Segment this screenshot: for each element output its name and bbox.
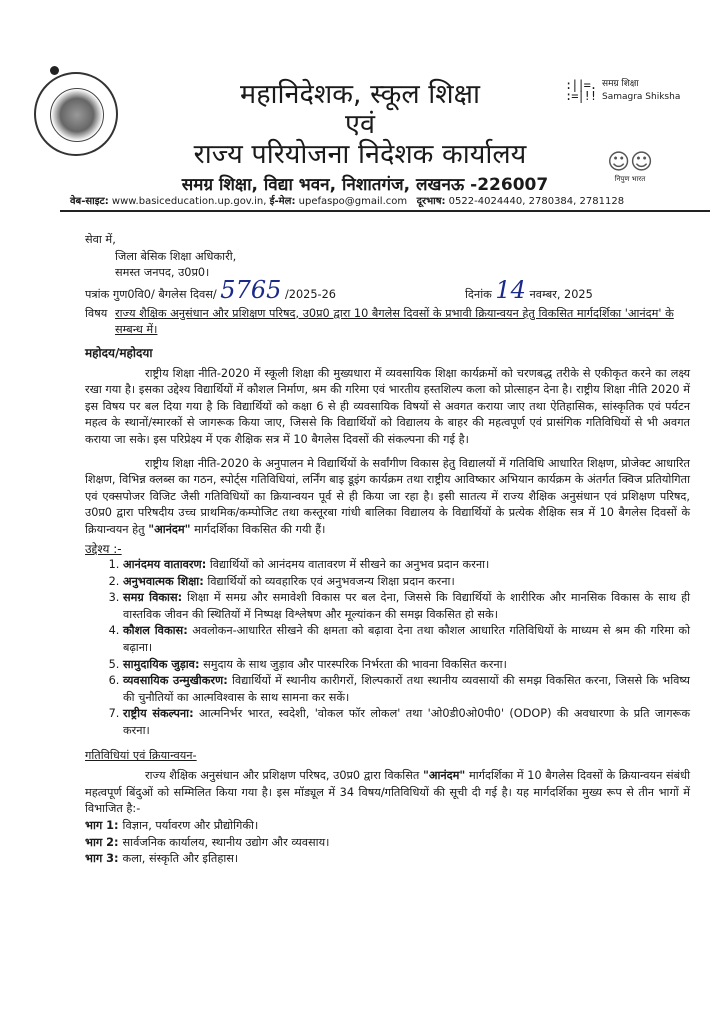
paragraph-1: राष्ट्रीय शिक्षा नीति-2020 में स्कूली शिक्षा की मुख्यधारा में व्यवसायिक शिक्षा कार्यक्रमों को चरणबद्ध तरीके से एकीकृत करने का लक्ष्य रखा गया है। इसका उद्देश्य विद्यार्थियों में कौशल निर्माण, श्रम की गरिमा एवं भारतीय हस्तशिल्प कला को प्रोत्साहन देना है। राष्ट्रीय शिक्षा नीति 2020 में इस विषय पर बल दिया गया है कि विद्यार्थियों को कक्षा 6 से ही व्यवसायिक विषयों से अवगत कराया जाए तथा ऐतिहासिक, सांस्कृतिक एवं पर्यटन महत्व के स्थानों/स्मारकों से जागरूक किया जाए, जिससे कि विद्यार्थियों को विद्यालय के बाहर की महत्वपूर्ण एवं प्रासंगिक गतिविधियों से भी अवगत कराया जा सके। इस परिप्रेक्ष्य में एक शैक्षिक सत्र में 10 बैगलेस दिवसों की संकल्पना की गई है।	[85, 366, 690, 446]
part-item	[85, 835, 690, 852]
objective-item	[123, 706, 690, 739]
salutation: महोदय/महोदया	[85, 345, 153, 360]
objective-title: समग्र विकास:	[123, 591, 183, 605]
up-government-seal-logo	[34, 72, 118, 156]
objective-item	[123, 657, 690, 674]
samagra-english: Samagra Shiksha	[602, 92, 681, 102]
objective-item	[123, 590, 690, 623]
contact-line	[70, 193, 710, 207]
recipient-line1: जिला बेसिक शिक्षा अधिकारी,	[115, 249, 237, 263]
office-title-line1: महानिदेशक, स्कूल शिक्षा	[240, 79, 480, 110]
part-text: सार्वजनिक कार्यालय, स्थानीय उद्योग और व्यवसाय।	[122, 835, 330, 849]
objective-text: विद्यार्थियों को व्यवहारिक एवं अनुभवजन्य शिक्षा प्रदान करना।	[207, 574, 455, 588]
email-link[interactable]: upefaspo@gmail.com	[298, 196, 408, 207]
samagra-shiksha-logo	[565, 78, 680, 104]
website-link[interactable]: www.basiceducation.up.gov.in,	[111, 196, 267, 207]
office-title-line3: राज्य परियोजना निदेशक कार्यालय	[193, 139, 527, 170]
office-title-line2: एवं	[345, 109, 375, 140]
para3-end: मार्गदर्शिका में 10 बैगलेस दिवसों के क्रियान्वयन संबंधी महत्वपूर्ण बिंदुओं को सम्मिलित किया गया है। इस मॉड्यूल में 34 विषय/गतिविधियों की सूची दी गई है। यह मार्गदर्शिका मुख्य रूप से तीन भागों में विभाजित है:-	[85, 769, 691, 816]
reference-prefix: पत्रांक गुण0वि0/ बैगलेस दिवस/	[85, 287, 217, 301]
date-label: दिनांक	[465, 287, 492, 301]
objective-title: कौशल विकास:	[123, 624, 188, 638]
samagra-bars-icon: :||=. :=|!!	[565, 78, 597, 103]
objective-text: आत्मनिर्भर भारत, स्वदेशी, 'वोकल फॉर लोकल' तथा 'ओ0डी0ओ0पी0' (ODOP) की अवधारणा के प्रति जागरूक करना।	[123, 707, 691, 738]
nipun-caption: निपुण भारत	[614, 175, 646, 183]
objective-title: राष्ट्रीय संकल्पना:	[123, 707, 194, 721]
anandam-bold: "आनंदम"	[422, 769, 466, 783]
header-divider	[60, 210, 710, 212]
date-day-handwritten: 14	[495, 275, 526, 304]
activities-heading: गतिविधियां एवं क्रियान्वयन-	[85, 748, 197, 762]
objective-title: सामुदायिक जुड़ाव:	[123, 657, 200, 671]
objective-text: शिक्षा में समग्र और समावेशी विकास पर बल देना, जिससे कि विद्यार्थियों के शारीरिक और मानसिक विकास के साथ ही वास्तविक जीवन की स्थितियों में निष्पक्ष विश्लेषण और मूल्यांकन की समझ विकसित हो सके।	[123, 591, 691, 621]
part-text: कला, संस्कृति और इतिहास।	[122, 852, 239, 866]
part-label: भाग 3:	[85, 852, 119, 866]
part-label: भाग 1:	[85, 819, 119, 832]
objective-item	[123, 673, 690, 706]
objective-title: आनंदमय वातावरण:	[123, 558, 207, 572]
children-icon: ☺☺	[607, 150, 653, 175]
objective-title: व्यवसायिक उन्मुखीकरण:	[123, 674, 228, 688]
to-label: सेवा में,	[85, 233, 116, 246]
website-label: वेब-साइट:	[70, 196, 109, 207]
email-label: ई-मेल:	[269, 196, 296, 207]
objective-title: अनुभवात्मक शिक्षा:	[123, 574, 204, 588]
ink-dot	[50, 66, 59, 75]
reference-suffix: /2025-26	[284, 287, 336, 301]
objective-text: अवलोकन-आधारित सीखने की क्षमता को बढ़ावा देना तथा कौशल आधारित गतिविधियों के माध्यम से श्रम की गरिमा को बढ़ाना।	[123, 624, 690, 655]
date-month-year: नवम्बर, 2025	[529, 287, 593, 301]
objectives-heading: उद्देश्य :-	[85, 541, 122, 556]
recipient-line2: समस्त जनपद, उ0प्र0।	[115, 266, 210, 280]
reference-line	[85, 275, 690, 304]
objective-text: समुदाय के साथ जुड़ाव और पारस्परिक निर्भरता की भावना विकसित करना।	[203, 657, 507, 671]
phone-label: दूरभाष:	[416, 196, 446, 207]
phone-numbers: 0522-4024440, 2780384, 2781128	[448, 196, 625, 207]
para2-text: राष्ट्रीय शिक्षा नीति-2020 के अनुपालन मे विद्यार्थियों के सर्वांगीण विकास हेतु विद्यालयों में गतिविधि आधारित शिक्षण, प्रोजेक्ट आधारित शिक्षण, विभिन्न क्लब्स का गठन, स्पोर्ट्स गतिविधियां, लर्निंग बाइ डूइंग कार्यक्रम तथा राष्ट्रीय आविष्कार अभियान कार्यक्रम के अंतर्गत क्विज प्रतियोगिता एवं एक्सपोजर विजिट जैसी गतिविधियों का क्रियान्वयन पूर्व से ही किया जा रहा है। इसी सातत्य में राज्य शैक्षिक अनुसंधान एवं प्रशिक्षण परिषद, उ0प्र0 द्वारा परिषदीय उच्च प्राथमिक/कम्पोजिट तथा कस्तूरबा गांधी बालिका विद्यालय के विद्यार्थियों के प्रत्येक शैक्षिक सत्र में 10 बैगलेस दिवसों के क्रियान्वयन हेतु	[85, 456, 690, 536]
part-label: भाग 2:	[85, 835, 119, 849]
subject-line	[85, 306, 690, 339]
para3-text: राज्य शैक्षिक अनुसंधान और प्रशिक्षण परिषद, उ0प्र0 द्वारा विकसित	[145, 769, 420, 783]
para2-end: मार्गदर्शिका विकसित की गयी हैं।	[194, 522, 326, 536]
objective-item	[123, 623, 690, 656]
part-item	[85, 818, 690, 835]
objectives-list	[85, 557, 690, 740]
objective-item	[123, 557, 690, 574]
paragraph-2	[85, 456, 690, 539]
part-item	[85, 851, 690, 868]
objective-item	[123, 574, 690, 591]
samagra-hindi: समग्र शिक्षा	[602, 79, 639, 89]
paragraph-3	[85, 768, 690, 818]
reference-number-handwritten: 5765	[220, 275, 282, 304]
office-address: समग्र शिक्षा, विद्या भवन, निशातगंज, लखनऊ -226007	[181, 175, 549, 195]
subject-label: विषय	[85, 306, 108, 320]
letter-body	[85, 232, 690, 868]
objective-text: विद्यार्थियों में स्थानीय कारीगरों, शिल्पकारों तथा स्थानीय व्यवसायों की समझ विकसित करना, जिससे कि भविष्य की चुनौतियों का आत्मविश्वास के साथ सामना कर सकें।	[123, 674, 690, 704]
subject-text: राज्य शैक्षिक अनुसंधान और प्रशिक्षण परिषद, उ0प्र0 द्वारा 10 बैगलेस दिवसों के प्रभावी क्रियान्वयन हेतु विकसित मार्गदर्शिका 'आनंदम' के सम्बन्ध में।	[115, 306, 674, 337]
nipun-bharat-logo	[600, 150, 660, 184]
part-text: विज्ञान, पर्यावरण और प्रौद्योगिकी।	[122, 819, 259, 832]
objective-text: विद्यार्थियों को आनंदमय वातावरण में सीखने का अनुभव प्रदान करना।	[209, 558, 490, 572]
anandam-bold: "आनंदम"	[148, 522, 191, 536]
